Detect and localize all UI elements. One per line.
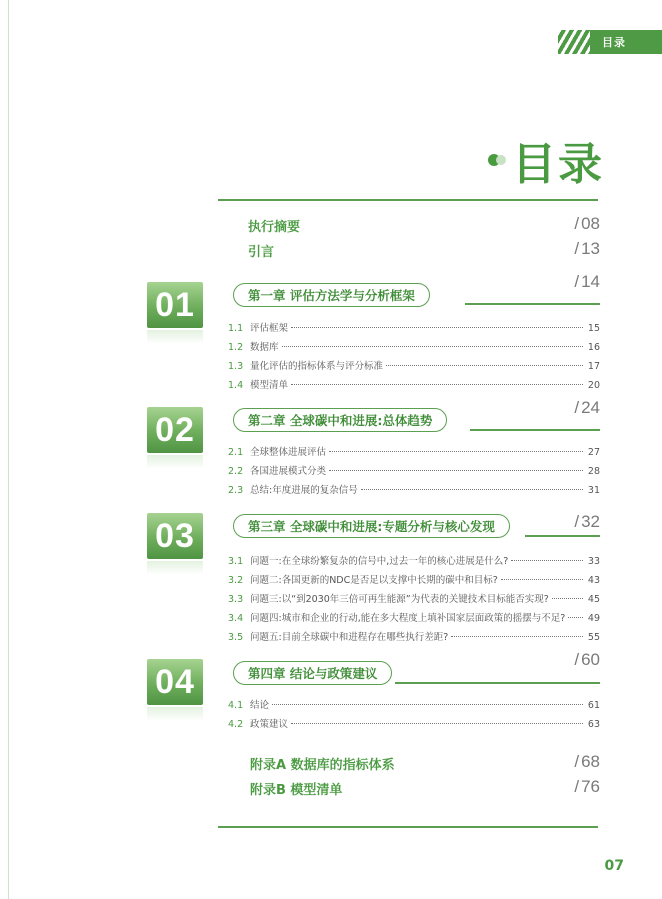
- bottom-divider: [218, 826, 598, 828]
- toc-entry[interactable]: 3.5 问题五:目前全球碳中和进程存在哪些执行差距? 55: [228, 632, 600, 643]
- toc-entry[interactable]: 2.3 总结:年度进展的复杂信号 31: [228, 485, 600, 496]
- toc-entry[interactable]: 1.3 量化评估的指标体系与评分标准 17: [228, 361, 600, 372]
- chapter-rule: [395, 682, 600, 684]
- chapter-number-shadow: [147, 330, 203, 344]
- appendix-item-label[interactable]: 附录A 数据库的指标体系: [250, 758, 395, 773]
- chapter-title[interactable]: 第二章 全球碳中和进展:总体趋势: [233, 408, 447, 432]
- chapter-title[interactable]: 第四章 结论与政策建议: [233, 661, 392, 685]
- chapter-rule: [465, 303, 600, 305]
- page-title-text: 目录: [512, 139, 604, 190]
- chapter-page: / 32: [574, 512, 600, 531]
- header-tag-label: 目录: [602, 36, 626, 49]
- toc-entry[interactable]: 4.1 结论 61: [228, 700, 600, 711]
- toc-entry[interactable]: 2.1 全球整体进展评估 27: [228, 447, 600, 458]
- toc-entry[interactable]: 3.3 问题三:以“到2030年三倍可再生能源”为代表的关键技术目标能否实现? 45: [228, 594, 600, 605]
- toc-entry[interactable]: 4.2 政策建议 63: [228, 719, 600, 730]
- page-title: [488, 128, 604, 192]
- chapter-page: / 14: [574, 272, 600, 291]
- chapter-number-shadow: [147, 561, 203, 575]
- page-number: 07: [604, 858, 624, 874]
- front-item-label[interactable]: 引言: [248, 245, 275, 260]
- toc-entry[interactable]: 2.2 各国进展模式分类 28: [228, 466, 600, 477]
- front-item-label[interactable]: 执行摘要: [248, 220, 301, 235]
- chapter-page: / 60: [574, 650, 600, 669]
- chapter-number-box: 03: [147, 513, 203, 559]
- stripe-decoration: [550, 30, 590, 54]
- appendix-item-page: / 76: [574, 777, 600, 796]
- toc-entry[interactable]: 1.2 数据库 16: [228, 342, 600, 353]
- front-item-page: / 13: [574, 239, 600, 258]
- chapter-number-box: 01: [147, 282, 203, 328]
- toc-entry[interactable]: 3.4 问题四:城市和企业的行动,能在多大程度上填补国家层面政策的摇摆与不足? 49: [228, 613, 600, 624]
- chapter-title[interactable]: 第三章 全球碳中和进展:专题分析与核心发现: [233, 514, 510, 538]
- chapter-rule: [470, 429, 600, 431]
- toc-entry[interactable]: 1.4 模型清单 20: [228, 380, 600, 391]
- chapter-page: / 24: [574, 398, 600, 417]
- chapter-number-shadow: [147, 707, 203, 721]
- toc-entry[interactable]: 3.2 问题二:各国更新的NDC是否足以支撑中长期的碳中和目标? 43: [228, 575, 600, 586]
- appendix-item-label[interactable]: 附录B 模型清单: [250, 783, 343, 798]
- chapter-number-box: 04: [147, 659, 203, 705]
- chapter-rule: [525, 535, 600, 537]
- appendix-item-page: / 68: [574, 752, 600, 771]
- header-tag: [558, 30, 662, 54]
- front-item-page: / 08: [574, 214, 600, 233]
- left-margin-rule: [8, 0, 9, 899]
- toc-entry[interactable]: 3.1 问题一:在全球纷繁复杂的信号中,过去一年的核心进展是什么? 33: [228, 556, 600, 567]
- chapter-title[interactable]: 第一章 评估方法学与分析框架: [233, 283, 430, 307]
- title-dot-light-icon: [496, 155, 506, 165]
- toc-entry[interactable]: 1.1 评估框架 15: [228, 323, 600, 334]
- top-divider: [218, 199, 598, 201]
- chapter-number-shadow: [147, 455, 203, 469]
- chapter-number-box: 02: [147, 407, 203, 453]
